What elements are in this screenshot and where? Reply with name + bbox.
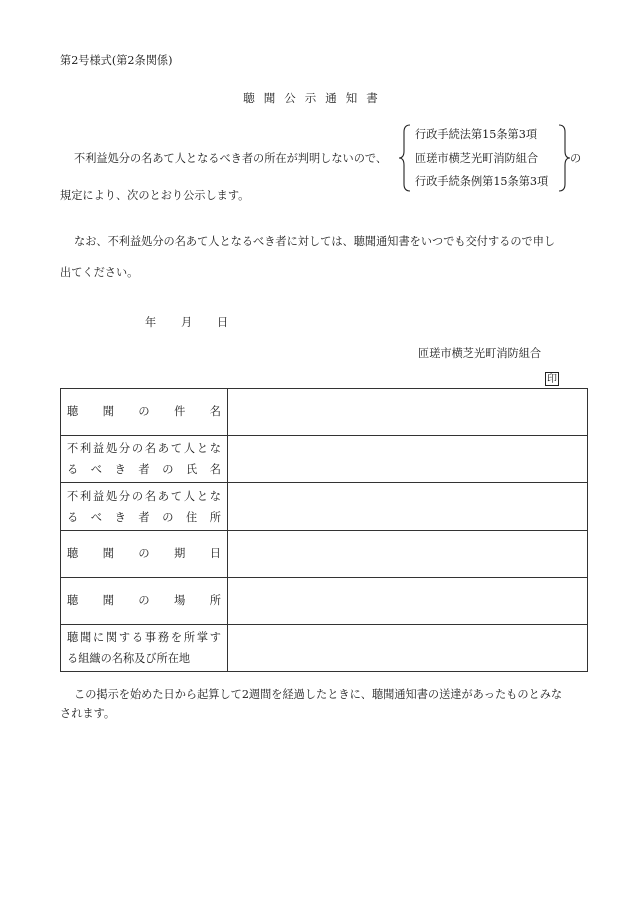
notice-line2: 出てください。	[60, 266, 139, 279]
intro-line2: 規定により、次のとおり公示します。	[60, 189, 250, 202]
label-char: 期	[174, 547, 186, 561]
label-char: 住	[185, 510, 198, 524]
label-char: 者	[138, 463, 150, 476]
label-char: 名	[209, 405, 221, 419]
label-char: る	[67, 463, 79, 476]
label-char: 日	[209, 547, 221, 561]
label-char: の	[162, 463, 174, 476]
option-law: 行政手続法第15条第3項	[415, 128, 538, 141]
notice-table	[60, 388, 588, 672]
left-brace	[398, 124, 412, 192]
row-label-address	[61, 483, 228, 531]
label-char: る	[67, 510, 79, 524]
table-row	[61, 531, 588, 578]
document-title: 聴聞公示通知書	[243, 91, 387, 105]
place-label	[67, 595, 221, 606]
date-label	[67, 548, 221, 559]
address-label-line1: 不利益処分の名あて人とな	[67, 489, 221, 503]
table-row	[61, 625, 588, 672]
intro-suffix: の	[570, 152, 582, 165]
address-value-cell[interactable]	[228, 483, 588, 531]
footer-line1: この掲示を始めた日から起算して2週間を経過したときに、聴聞通知書の送達があったものとみな	[74, 688, 563, 701]
label-char: 所	[209, 594, 221, 608]
row-label-subject	[61, 389, 228, 436]
option-organization: 匝瑳市横芝光町消防組合	[415, 152, 539, 165]
label-char: 聞	[102, 594, 114, 608]
issuer-name: 匝瑳市横芝光町消防組合	[418, 347, 542, 360]
label-char: き	[114, 463, 126, 476]
name-value-cell[interactable]	[228, 436, 588, 483]
address-label-line2	[67, 507, 221, 528]
subject-label	[67, 406, 221, 417]
option-ordinance: 行政手続条例第15条第3項	[415, 175, 549, 188]
date-month-label: 月	[181, 316, 193, 329]
subject-value-cell[interactable]	[228, 389, 588, 436]
date-year-label: 年	[145, 316, 157, 329]
label-char: の	[138, 547, 150, 561]
footer-line2: されます。	[60, 707, 116, 720]
table-row	[61, 578, 588, 625]
right-brace	[557, 124, 571, 192]
office-label-line1: 聴聞に関する事務を所掌す	[67, 631, 221, 644]
label-char: 聴	[67, 547, 79, 561]
place-value-cell[interactable]	[228, 578, 588, 625]
office-value-cell[interactable]	[228, 625, 588, 672]
label-char: 件	[174, 405, 186, 419]
form-number: 第2号様式(第2条関係)	[60, 54, 173, 67]
notice-line1: なお、不利益処分の名あて人となるべき者に対しては、聴聞通知書をいつでも交付するので申し	[74, 235, 556, 248]
table-row	[61, 436, 588, 483]
row-label-name	[61, 436, 228, 483]
label-char: 名	[209, 463, 221, 476]
date-day-label: 日	[217, 316, 229, 329]
row-label-office	[61, 625, 228, 672]
label-char: 聞	[102, 547, 114, 561]
name-label-line1: 不利益処分の名あて人とな	[67, 442, 221, 455]
office-label-line2: る組織の名称及び所在地	[67, 652, 191, 665]
table-row	[61, 389, 588, 436]
label-char: の	[138, 594, 150, 608]
label-char: 所	[209, 510, 221, 524]
label-char: 聴	[67, 594, 79, 608]
label-char: 聴	[67, 405, 79, 419]
label-char: 聞	[102, 405, 114, 419]
intro-text: 不利益処分の名あて人となるべき者の所在が判明しないので、	[74, 152, 388, 165]
row-label-place	[61, 578, 228, 625]
row-label-date	[61, 531, 228, 578]
label-char: 者	[138, 510, 150, 524]
label-char: 場	[174, 594, 186, 608]
label-char: の	[138, 405, 150, 419]
name-label-line2	[67, 459, 221, 480]
label-char: べ	[90, 510, 102, 524]
label-char: 氏	[185, 463, 198, 476]
table-row	[61, 483, 588, 531]
label-char: の	[162, 510, 174, 524]
seal-mark: 印	[547, 374, 557, 385]
date-value-cell[interactable]	[228, 531, 588, 578]
label-char: べ	[90, 463, 102, 476]
label-char: き	[114, 510, 126, 524]
